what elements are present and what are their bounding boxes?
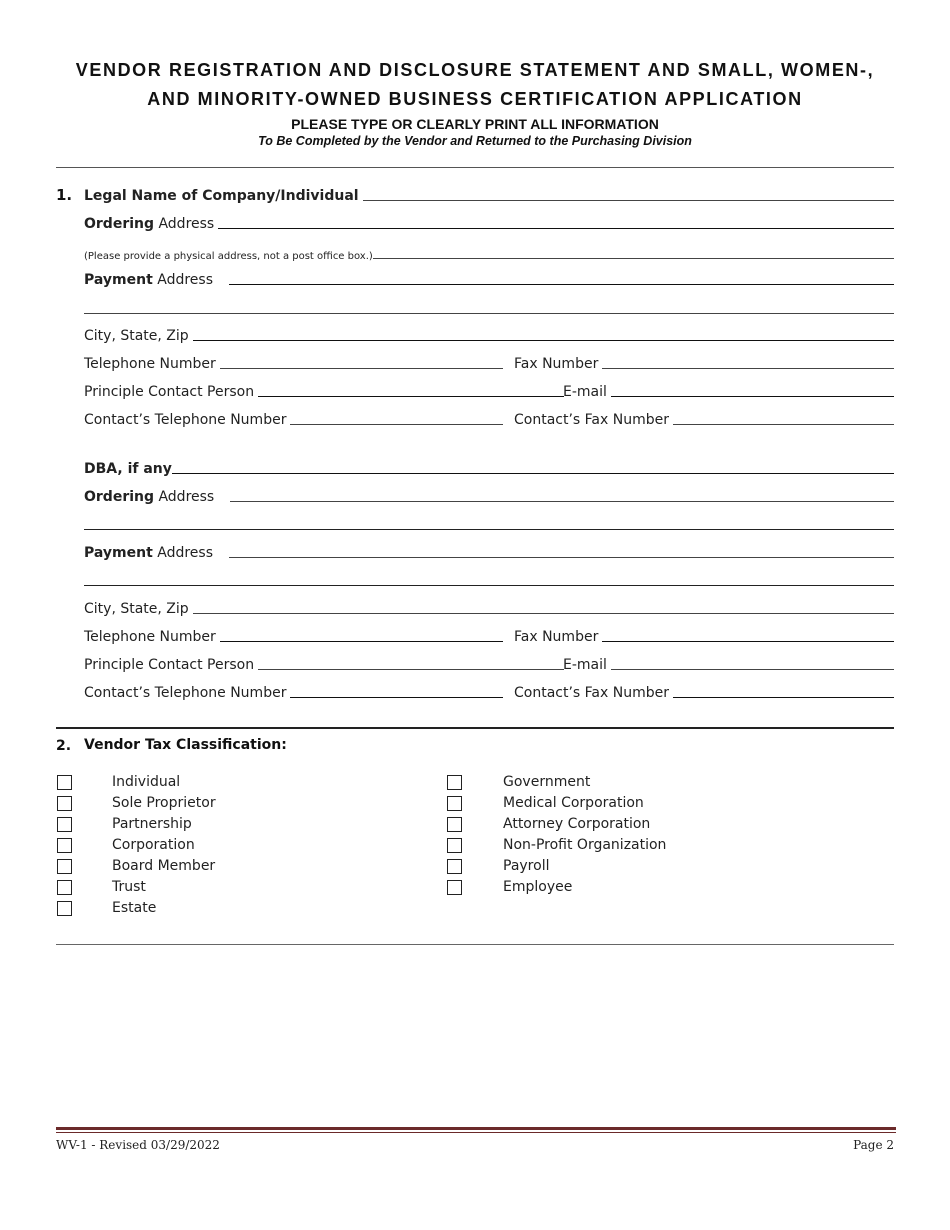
contact-fax-input-line[interactable] (673, 424, 894, 425)
payment-address-label: Payment Address (84, 272, 213, 288)
dba-payment-address-field[interactable] (84, 541, 894, 561)
tax-option-label: Corporation (112, 837, 195, 853)
tax-option-checkbox[interactable] (57, 796, 72, 811)
dba-fax-input-line[interactable] (602, 641, 894, 642)
dba-telephone-field[interactable] (84, 625, 503, 645)
ordering-address-input-line[interactable] (218, 228, 894, 229)
legal-name-field[interactable] (84, 184, 894, 204)
email-field[interactable] (563, 380, 894, 400)
section-divider (56, 727, 894, 729)
footer-rule-thin (56, 1132, 896, 1133)
ordering-address-label: Ordering Address (84, 216, 215, 232)
dba-contact-telephone-field[interactable] (84, 681, 503, 701)
tax-option-checkbox[interactable] (57, 880, 72, 895)
email-input-line[interactable] (611, 396, 894, 397)
dba-fax-field[interactable] (514, 625, 894, 645)
dba-payment-address-line2[interactable] (84, 585, 894, 586)
tax-option-checkbox[interactable] (57, 838, 72, 853)
dba-payment-address-label: Payment Address (84, 545, 213, 561)
tax-option-checkbox[interactable] (447, 817, 462, 832)
contact-fax-label: Contact’s Fax Number (514, 412, 669, 428)
physical-address-note: (Please provide a physical address, not a post office box.) (84, 251, 373, 262)
form-revision: WV-1 - Revised 03/29/2022 (56, 1138, 220, 1152)
dba-contact-telephone-label: Contact’s Telephone Number (84, 685, 287, 701)
fax-field[interactable] (514, 352, 894, 372)
tax-option-label: Partnership (112, 816, 192, 832)
tax-option-label: Sole Proprietor (112, 795, 216, 811)
header-divider (56, 167, 894, 168)
tax-option-label: Trust (112, 879, 146, 895)
contact-telephone-label: Contact’s Telephone Number (84, 412, 287, 428)
dba-contact-person-label: Principle Contact Person (84, 657, 255, 673)
city-state-zip-field[interactable] (84, 324, 894, 344)
form-subtitle: PLEASE TYPE OR CLEARLY PRINT ALL INFORMATION (291, 116, 659, 132)
tax-option-checkbox[interactable] (447, 796, 462, 811)
dba-contact-fax-field[interactable] (514, 681, 894, 701)
form-title-line2: AND MINORITY-OWNED BUSINESS CERTIFICATION APPLICATION (147, 89, 803, 109)
tax-option-checkbox[interactable] (57, 901, 72, 916)
section1-number: 1. (56, 186, 73, 204)
dba-email-field[interactable] (563, 653, 894, 673)
tax-option-checkbox[interactable] (447, 880, 462, 895)
dba-telephone-label: Telephone Number (84, 629, 216, 645)
dba-contact-telephone-input-line[interactable] (290, 697, 503, 698)
form-instructions: To Be Completed by the Vendor and Returned to the Purchasing Division (258, 134, 692, 148)
tax-option-checkbox[interactable] (57, 817, 72, 832)
contact-person-field[interactable] (84, 380, 564, 400)
tax-option-label: Estate (112, 900, 157, 916)
tax-option-checkbox[interactable] (447, 838, 462, 853)
page-number: Page 2 (853, 1138, 894, 1152)
tax-option-label: Individual (112, 774, 181, 790)
telephone-label: Telephone Number (84, 356, 216, 372)
dba-contact-fax-label: Contact’s Fax Number (514, 685, 669, 701)
section2-number: 2. (56, 738, 72, 754)
dba-contact-fax-input-line[interactable] (673, 697, 894, 698)
dba-telephone-input-line[interactable] (220, 641, 503, 642)
email-label: E-mail (563, 384, 607, 400)
dba-ordering-address-field[interactable] (84, 485, 894, 505)
section2-title: Vendor Tax Classification: (84, 737, 287, 753)
tax-option-label: Medical Corporation (503, 795, 644, 811)
tax-option-checkbox[interactable] (57, 775, 72, 790)
dba-ordering-address-input-line[interactable] (230, 501, 894, 502)
city-state-zip-label: City, State, Zip (84, 328, 189, 344)
dba-city-state-zip-field[interactable] (84, 597, 894, 617)
dba-city-state-zip-input-line[interactable] (193, 613, 894, 614)
telephone-field[interactable] (84, 352, 503, 372)
contact-fax-field[interactable] (514, 408, 894, 428)
dba-city-state-zip-label: City, State, Zip (84, 601, 189, 617)
legal-name-label: Legal Name of Company/Individual (84, 188, 359, 204)
dba-contact-person-input-line[interactable] (258, 669, 564, 670)
physical-address-input-line[interactable] (373, 258, 894, 259)
dba-email-label: E-mail (563, 657, 607, 673)
payment-address-field[interactable] (84, 268, 894, 288)
tax-option-label: Board Member (112, 858, 216, 874)
contact-telephone-field[interactable] (84, 408, 503, 428)
footer-rule-thick (56, 1127, 896, 1130)
contact-person-label: Principle Contact Person (84, 384, 255, 400)
form-title-line1: VENDOR REGISTRATION AND DISCLOSURE STATEMENT AND SMALL, WOMEN-, (75, 60, 875, 80)
city-state-zip-input-line[interactable] (193, 340, 894, 341)
dba-email-input-line[interactable] (611, 669, 894, 670)
tax-option-label: Non-Profit Organization (503, 837, 667, 853)
tax-option-checkbox[interactable] (447, 775, 462, 790)
tax-option-label: Government (503, 774, 591, 790)
payment-address-line2[interactable] (84, 313, 894, 314)
section2-bottom-divider (56, 944, 894, 945)
fax-input-line[interactable] (602, 368, 894, 369)
legal-name-input-line[interactable] (363, 200, 894, 201)
dba-fax-label: Fax Number (514, 629, 599, 645)
ordering-address-field[interactable] (84, 212, 894, 232)
dba-payment-address-input-line[interactable] (229, 557, 894, 558)
dba-input-line[interactable] (172, 473, 894, 474)
dba-ordering-address-label: Ordering Address (84, 489, 215, 505)
telephone-input-line[interactable] (220, 368, 503, 369)
tax-option-checkbox[interactable] (57, 859, 72, 874)
tax-option-checkbox[interactable] (447, 859, 462, 874)
dba-field[interactable] (84, 457, 894, 477)
payment-address-input-line[interactable] (229, 284, 894, 285)
physical-address-note-field[interactable] (84, 242, 894, 262)
tax-option-label: Attorney Corporation (503, 816, 651, 832)
dba-ordering-address-line2[interactable] (84, 529, 894, 530)
contact-telephone-input-line[interactable] (290, 424, 503, 425)
tax-option-label: Payroll (503, 858, 550, 874)
contact-person-input-line[interactable] (258, 396, 564, 397)
tax-option-label: Employee (503, 879, 573, 895)
dba-contact-person-field[interactable] (84, 653, 564, 673)
fax-label: Fax Number (514, 356, 599, 372)
dba-label: DBA, if any (84, 461, 172, 477)
